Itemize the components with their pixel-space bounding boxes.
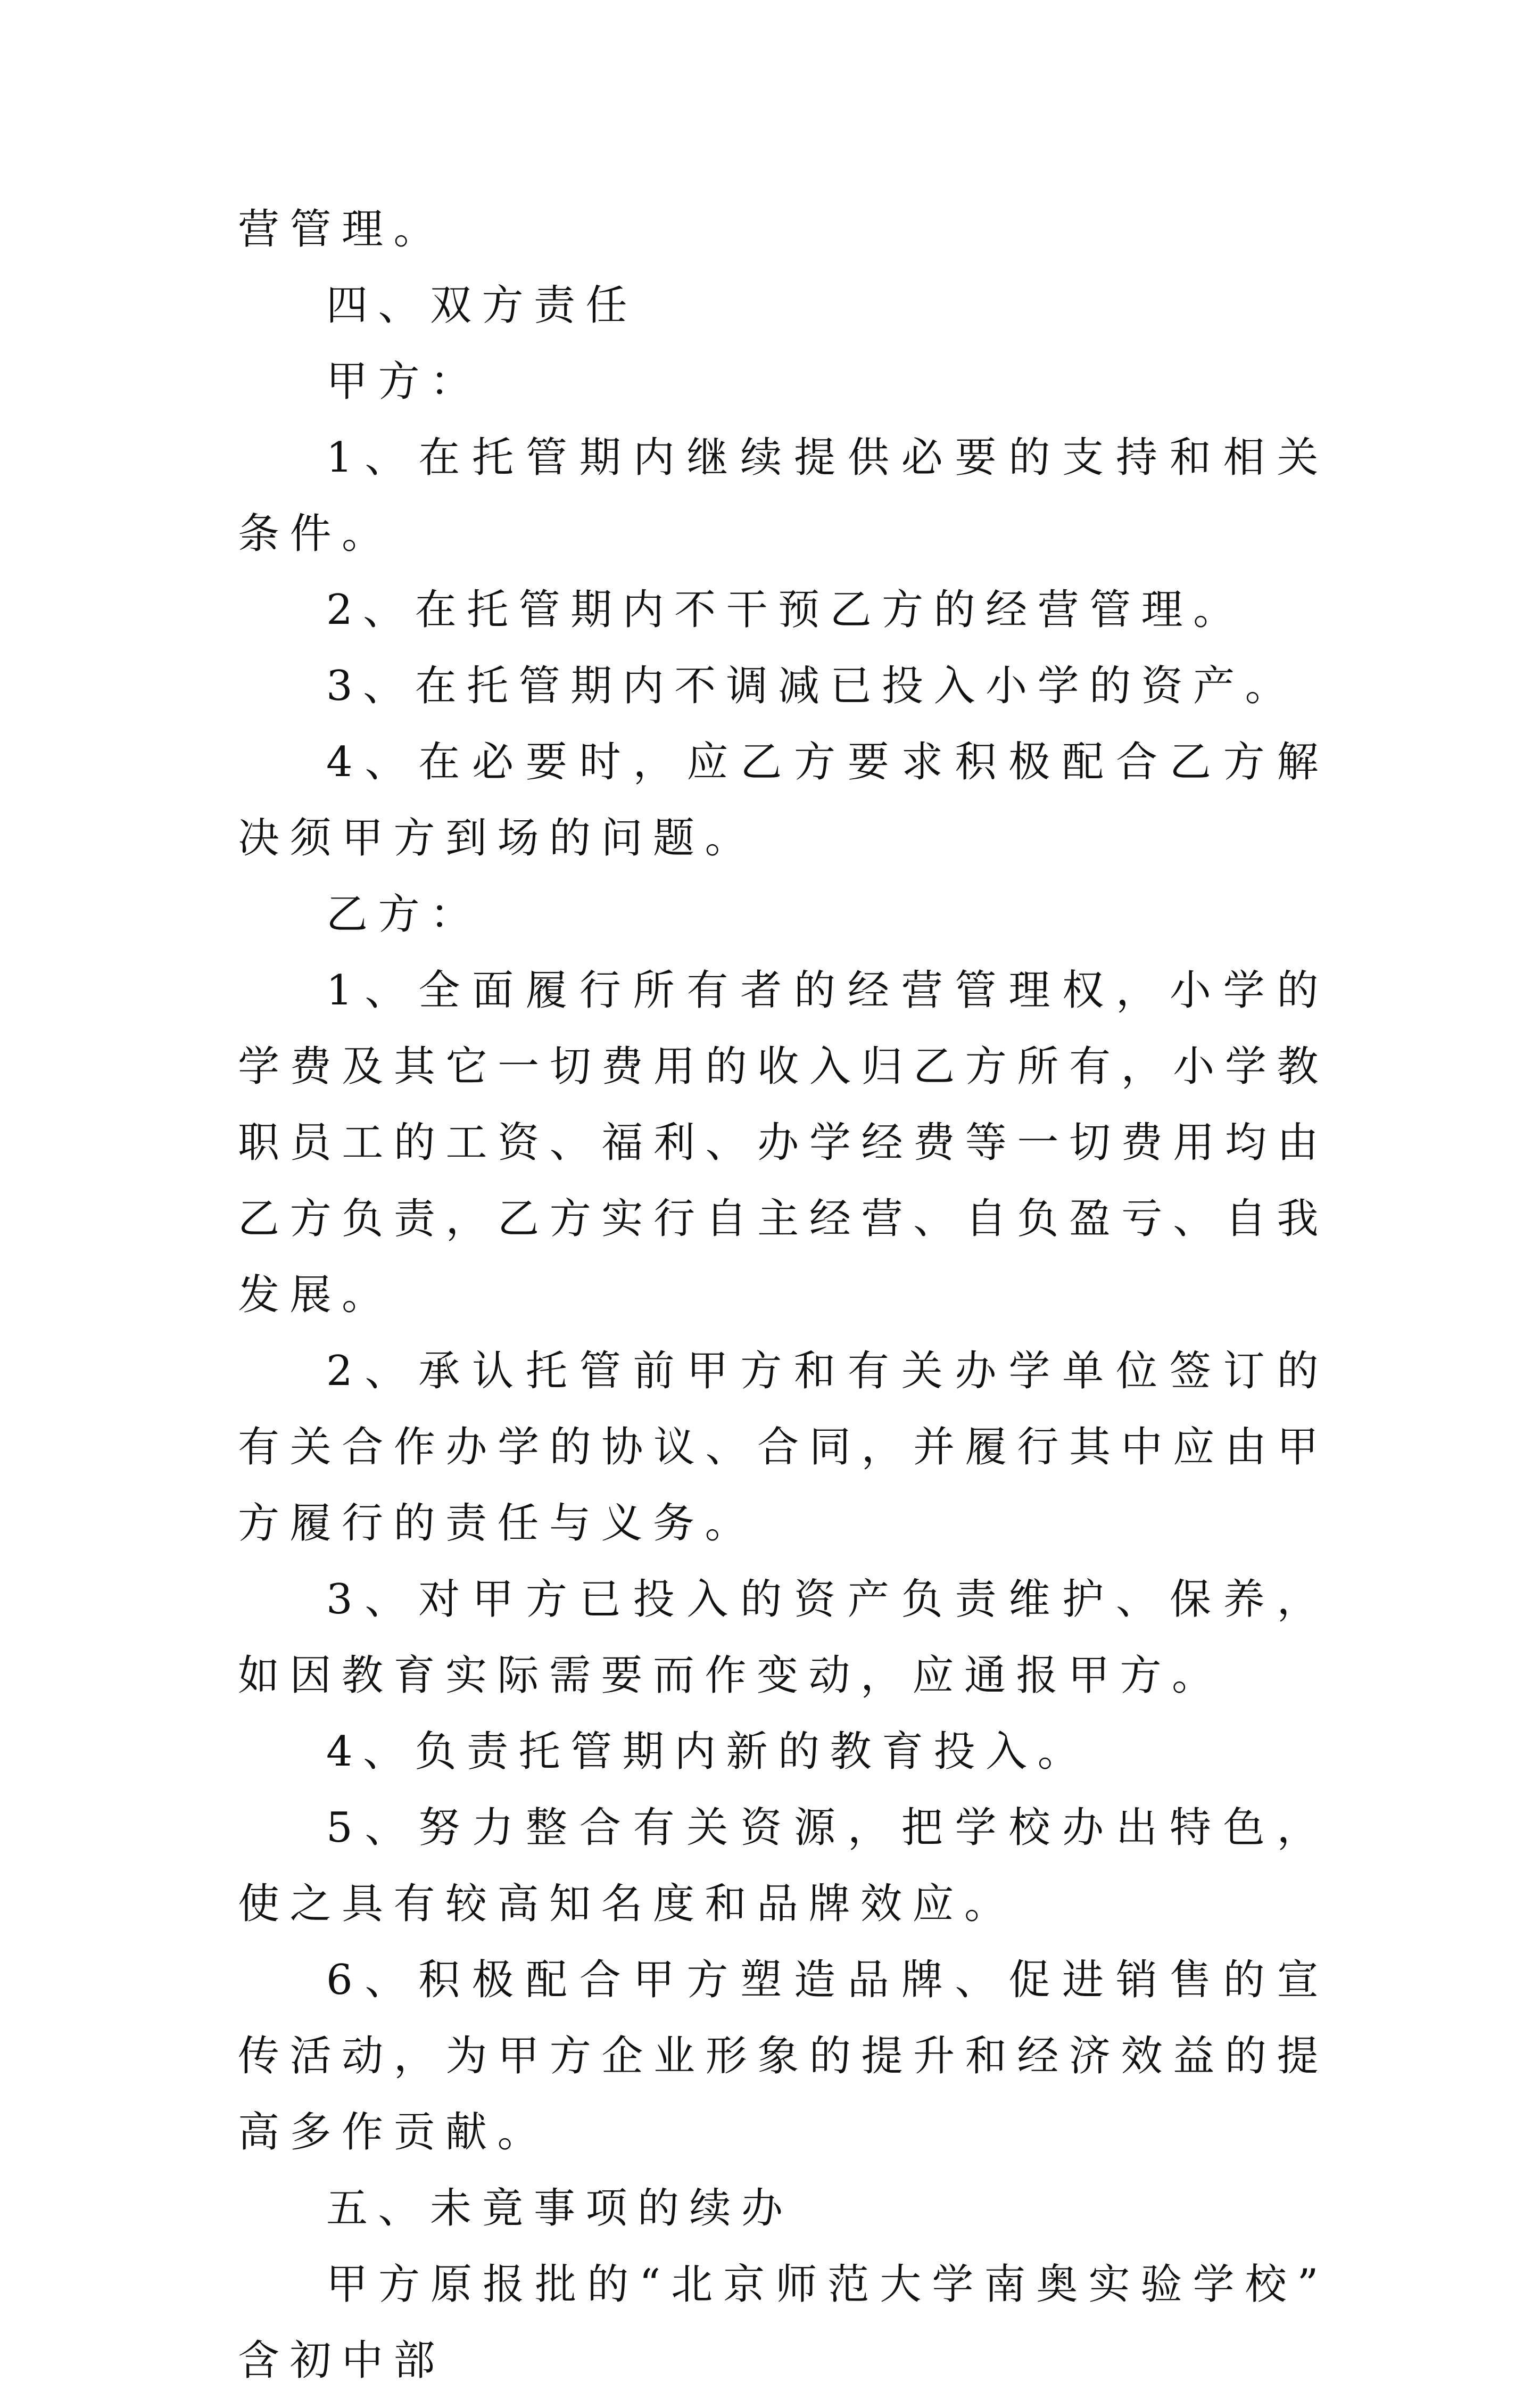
- section-heading: 五、未竟事项的续办: [326, 2184, 793, 2232]
- list-item: 2、在托管期内不干预乙方的经营管理。: [326, 586, 1245, 634]
- list-item: 1、在托管期内继续提供必要的支持和相关条件。: [238, 434, 1329, 558]
- list-item: 4、负责托管期内新的教育投入。: [326, 1728, 1090, 1776]
- list-item: 1、全面履行所有者的经营管理权，小学的学费及其它一切费用的收入归乙方所有，小学教职员工的工资、福利、办学经费等一切费用均由乙方负责，乙方实行自主经营、自负盈亏、自我发展。: [238, 967, 1329, 1319]
- list-item: 4、在必要时，应乙方要求积极配合乙方解决须甲方到场的问题。: [238, 738, 1329, 862]
- section-heading: 四、双方责任: [326, 282, 638, 329]
- party-heading-b: 乙方：: [326, 891, 482, 938]
- list-item: 5、努力整合有关资源，把学校办出特色，使之具有较高知名度和品牌效应。: [238, 1804, 1329, 1928]
- document-body: [238, 192, 1329, 2399]
- list-item: 2、承认托管前甲方和有关办学单位签订的有关合作办学的协议、合同，并履行其中应由甲方履行的责任与义务。: [238, 1347, 1329, 1547]
- paragraph: 营管理。: [238, 205, 446, 253]
- paragraph: 甲方原报批的“北京师范大学南奥实验学校”含初中部: [238, 2261, 1329, 2385]
- list-item: 3、对甲方已投入的资产负责维护、保养，如因教育实际需要而作变动，应通报甲方。: [238, 1576, 1329, 1700]
- list-item: 6、积极配合甲方塑造品牌、促进销售的宣传活动，为甲方企业形象的提升和经济效益的提高多作贡献。: [238, 1956, 1329, 2156]
- list-item: 3、在托管期内不调减已投入小学的资产。: [326, 662, 1297, 710]
- party-heading-a: 甲方：: [326, 358, 482, 406]
